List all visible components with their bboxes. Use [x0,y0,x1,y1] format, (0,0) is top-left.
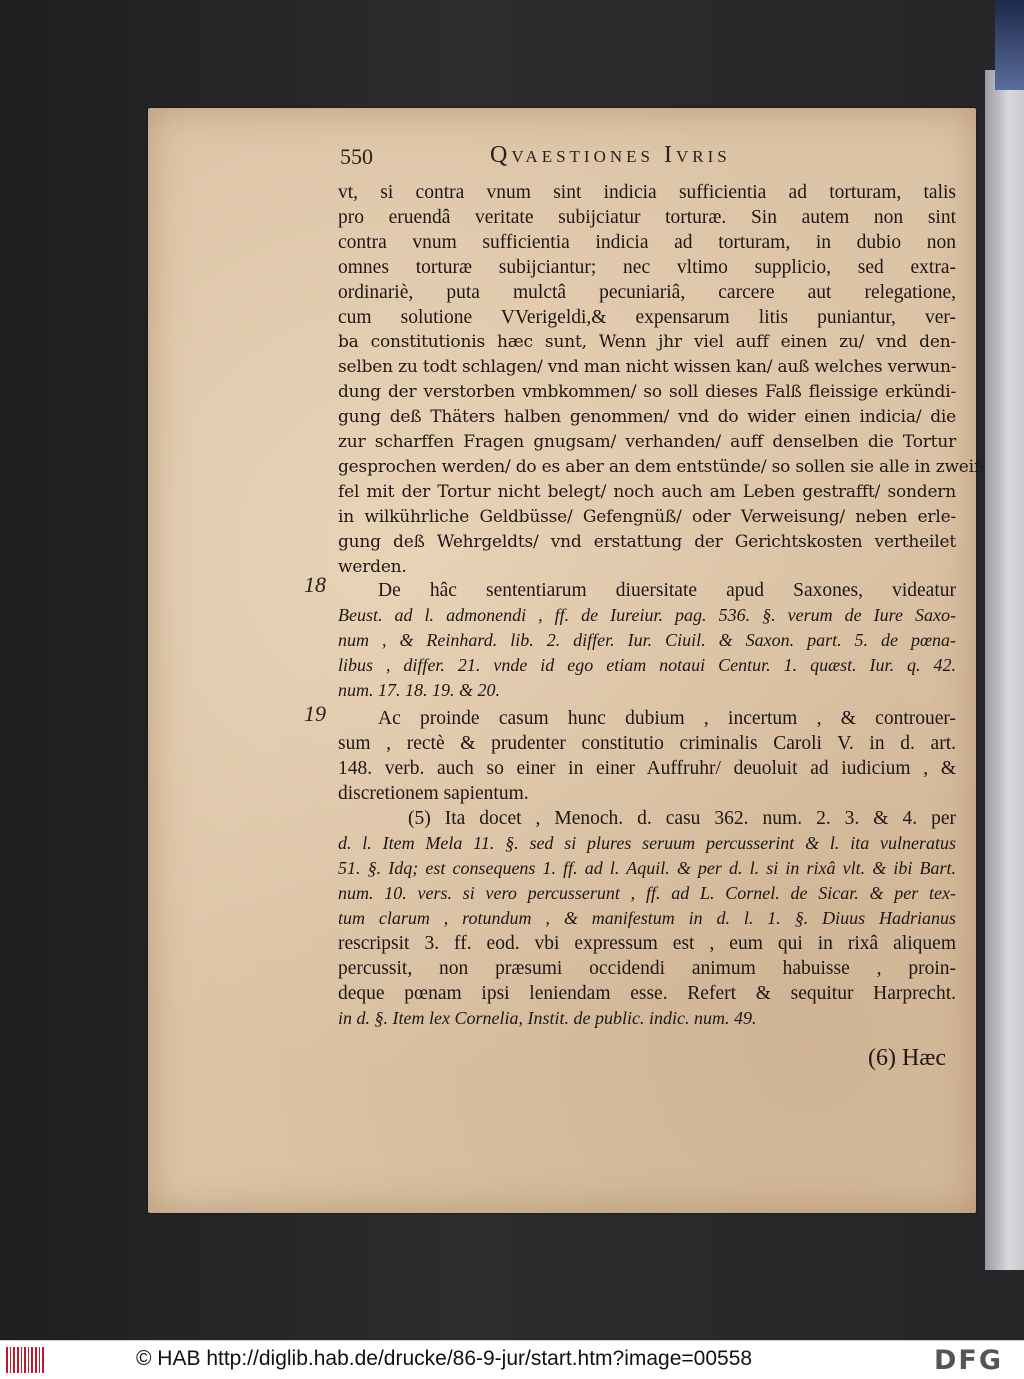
text-line: Ac proinde casum hunc dubium , incertum , & controuer- [378,708,956,729]
underlying-page [985,70,1024,1270]
text-line: (5) Ita docet , Menoch. d. casu 362. num. 2. 3. & 4. per [408,808,956,829]
page-number: 550 [340,144,373,169]
text-line: werden. [338,557,407,577]
text-line: deque pœnam ipsi leniendam esse. Refert & sequitur Harprecht. [338,983,956,1004]
running-title: Qvaestiones Ivris [490,142,731,168]
text-line: vt, si contra vnum sint indicia sufficientia ad torturam, talis [338,182,956,203]
text-line: d. l. Item Mela 11. §. sed si plures seruum percusserint & l. ita vulneratus [338,833,956,853]
text-line: 51. §. Idq; est consequens 1. ff. ad l. Aquil. & per d. l. si in rixâ vlt. & ibi Bart. [338,858,956,878]
text-line: dung der verstorben vmbkommen/ so soll dieses Falß fleissige erkündi- [338,382,956,402]
text-line: fel mit der Tortur nicht belegt/ noch auch am Leben gestrafft/ sondern [338,482,956,502]
page-header [190,118,950,168]
text-line: in d. §. Item lex Cornelia, Instit. de public. indic. num. 49. [338,1008,757,1028]
text-line: num. 10. vers. si vero percusserunt , ff. ad L. Cornel. de Sicar. & per tex- [338,883,956,903]
text-line: pro eruendâ veritate subijciatur torturæ. Sin autem non sint [338,207,956,228]
text-line: De hâc sententiarum diuersitate apud Saxones, videatur [378,580,956,601]
text-line: Beust. ad l. admonendi , ff. de Iureiur. pag. 536. §. verum de Iure Saxo- [338,605,956,625]
text-line: sum , rectè & prudenter constitutio criminalis Caroli V. in d. art. [338,733,956,754]
text-line: 148. verb. auch so einer in einer Auffruhr/ deuoluit ad iudicium , & [338,758,956,779]
text-line: num. 17. 18. 19. & 20. [338,680,500,700]
catchword: (6) Hæc [868,1045,946,1071]
text-line: discretionem sapientum. [338,783,529,804]
text-line: contra vnum sufficientia indicia ad torturam, in dubio non [338,232,956,253]
text-line: ordinariè, puta mulctâ pecuniariâ, carcere aut relegatione, [338,282,956,303]
text-line: cum solutione VVerigeldi,& expensarum litis puniantur, ver- [338,307,956,328]
text-line: gung deß Thäters halben genommen/ vnd do wider einen indicia/ die [338,407,956,427]
dfg-logo: DFG [934,1345,1004,1376]
text-line: libus , differ. 21. vnde id ego etiam notaui Centur. 1. quæst. Iur. q. 42. [338,655,956,675]
text-line: tum clarum , rotundum , & manifestum in d. l. 1. §. Diuus Hadrianus [338,908,956,928]
underlying-page-edge [995,0,1024,90]
text-line: omnes torturæ subijciantur; nec vltimo supplicio, sed extra- [338,257,956,278]
hab-barcode-icon [6,1347,46,1373]
text-line: num , & Reinhard. lib. 2. differ. Iur. Ciuil. & Saxon. part. 5. de pœna- [338,630,956,650]
text-line: gung deß Wehrgeldts/ vnd erstattung der Gerichtskosten vertheilet [338,532,956,552]
copyright-credit: © HAB http://diglib.hab.de/drucke/86-9-jur/start.htm?image=00558 [136,1347,753,1370]
text-line: gesprochen werden/ do es aber an dem entstünde/ so sollen sie alle in zweif- [338,457,985,477]
text-line: in wilkührliche Geldbüsse/ Gefengnüß/ oder Verweisung/ neben erle- [338,507,956,527]
margin-number: 19 [304,701,326,726]
footer-bar [0,1340,1024,1379]
text-line: rescripsit 3. ff. eod. vbi expressum est , eum qui in rixâ aliquem [338,933,956,954]
text-line: ba constitutionis hæc sunt, Wenn jhr viel auff einen zu/ vnd den- [338,332,956,352]
text-line: percussit, non præsumi occidendi animum habuisse , proin- [338,958,956,979]
text-line: selben zu todt schlagen/ vnd man nicht wissen kan/ auß welches verwun- [338,357,957,377]
margin-number: 18 [304,572,326,597]
text-line: zur scharffen Fragen gnugsam/ verhanden/ auff denselben die Tortur [338,432,956,452]
